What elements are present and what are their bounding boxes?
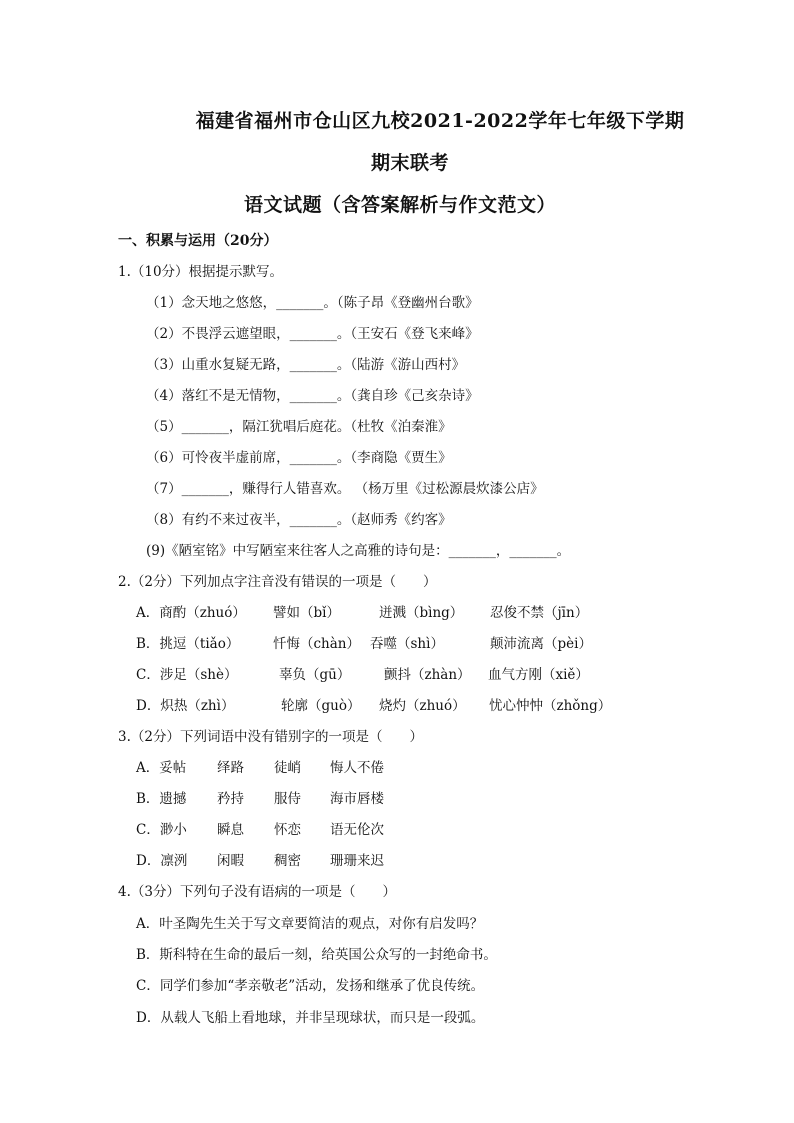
q2-d-word-1: D．炽热（zhì） — [136, 698, 235, 714]
q3-b-word-4: 海市唇楼 — [330, 791, 384, 807]
q1-item-9: (9)《陋室铭》中写陋室来往客人之高雅的诗句是：_______，_______。 — [146, 543, 571, 559]
q3-a-word-2: 绎路 — [217, 760, 244, 776]
q3-c-word-2: 瞬息 — [217, 822, 244, 838]
q3-b-word-1: B．遗撼 — [136, 791, 187, 807]
q4-option-c: C．同学们参加“孝亲敬老”活动，发扬和继承了优良传统。 — [136, 978, 485, 994]
q3-d-word-3: 稠密 — [274, 853, 301, 869]
q3-a-word-3: 徒峭 — [274, 760, 301, 776]
q1-item-4: （4）落红不是无情物，_______。（龚自珍《己亥杂诗》 — [146, 388, 479, 404]
q2-b-word-2: 忏悔（chàn） — [273, 636, 360, 652]
q4-option-a: A．叶圣陶先生关于写文章要简洁的观点，对你有启发吗？ — [136, 916, 484, 932]
q2-a-word-2: 譬如（bǐ） — [273, 605, 340, 621]
q1-item-5: （5）_______，隔江犹唱后庭花。（杜牧《泊秦淮》 — [146, 419, 452, 435]
q2-b-word-4: 颠沛流离（pèi） — [490, 636, 592, 652]
title-line-1: 福建省福州市仓山区九校2021-2022学年七年级下学期 — [195, 110, 685, 132]
q3-stem: 3.（2分）下列词语中没有错别字的一项是（ ） — [118, 729, 423, 745]
q2-b-word-1: B．挑逗（tiǎo） — [136, 636, 240, 652]
title-line-3: 语文试题（含答案解析与作文范文） — [243, 194, 556, 216]
q1-item-6: （6）可怜夜半虚前席，_______。（李商隐《贾生》 — [146, 450, 452, 466]
q2-d-word-4: 忧心忡忡（zhǒng） — [489, 698, 612, 714]
q2-d-word-2: 轮廓（guò） — [281, 698, 361, 714]
q3-a-word-1: A．妥帖 — [136, 760, 187, 776]
q1-item-7: （7）_______，赚得行人错喜欢。 （杨万里《过松源晨炊漆公店》 — [146, 481, 544, 497]
q4-option-d: D．从载人飞船上看地球，并非呈现球状，而只是一段弧。 — [136, 1010, 485, 1026]
q4-stem: 4.（3分）下列句子没有语病的一项是（ ） — [118, 884, 396, 900]
q3-d-word-2: 闲暇 — [217, 853, 244, 869]
q2-c-word-2: 辜负（gū） — [279, 667, 351, 683]
q3-c-word-3: 怀恋 — [274, 822, 301, 838]
section-heading: 一、积累与运用（20分） — [118, 233, 278, 249]
q3-a-word-4: 悔人不倦 — [330, 760, 384, 776]
q2-c-word-4: 血气方刚（xiě） — [488, 667, 589, 683]
q4-option-b: B．斯科特在生命的最后一刻，给英国公众写的一封绝命书。 — [136, 947, 497, 963]
q2-c-word-3: 颤抖（zhàn） — [384, 667, 471, 683]
q2-stem: 2.（2分）下列加点字注音没有错误的一项是（ ） — [118, 574, 437, 590]
q1-stem: 1.（10分）根据提示默写。 — [118, 264, 284, 280]
q3-d-word-1: D．凛洌 — [136, 853, 188, 869]
q1-item-8: （8）有约不来过夜半，_______。（赵师秀《约客》 — [146, 512, 452, 528]
q2-c-word-1: C．涉足（shè） — [136, 667, 238, 683]
q3-c-word-4: 语无伦次 — [330, 822, 384, 838]
q2-b-word-3: 吞噬（shì） — [370, 636, 444, 652]
q1-item-1: （1）念天地之悠悠，_______。（陈子昂《登幽州台歌》 — [146, 295, 479, 311]
q1-item-3: （3）山重水复疑无路，_______。（陆游《游山西村》 — [146, 357, 466, 373]
q2-a-word-3: 迸溅（bìng） — [379, 605, 464, 621]
q3-b-word-3: 服侍 — [274, 791, 301, 807]
q2-d-word-3: 烧灼（zhuó） — [379, 698, 466, 714]
q1-item-2: （2）不畏浮云遮望眼，_______。（王安石《登飞来峰》 — [146, 326, 479, 342]
q2-a-word-1: A．商酌（zhuó） — [136, 605, 246, 621]
q3-b-word-2: 矜持 — [217, 791, 244, 807]
q3-d-word-4: 珊珊来迟 — [330, 853, 384, 869]
title-line-2: 期末联考 — [370, 152, 449, 174]
q3-c-word-1: C．渺小 — [136, 822, 187, 838]
q2-a-word-4: 忍俊不禁（jīn） — [490, 605, 589, 621]
